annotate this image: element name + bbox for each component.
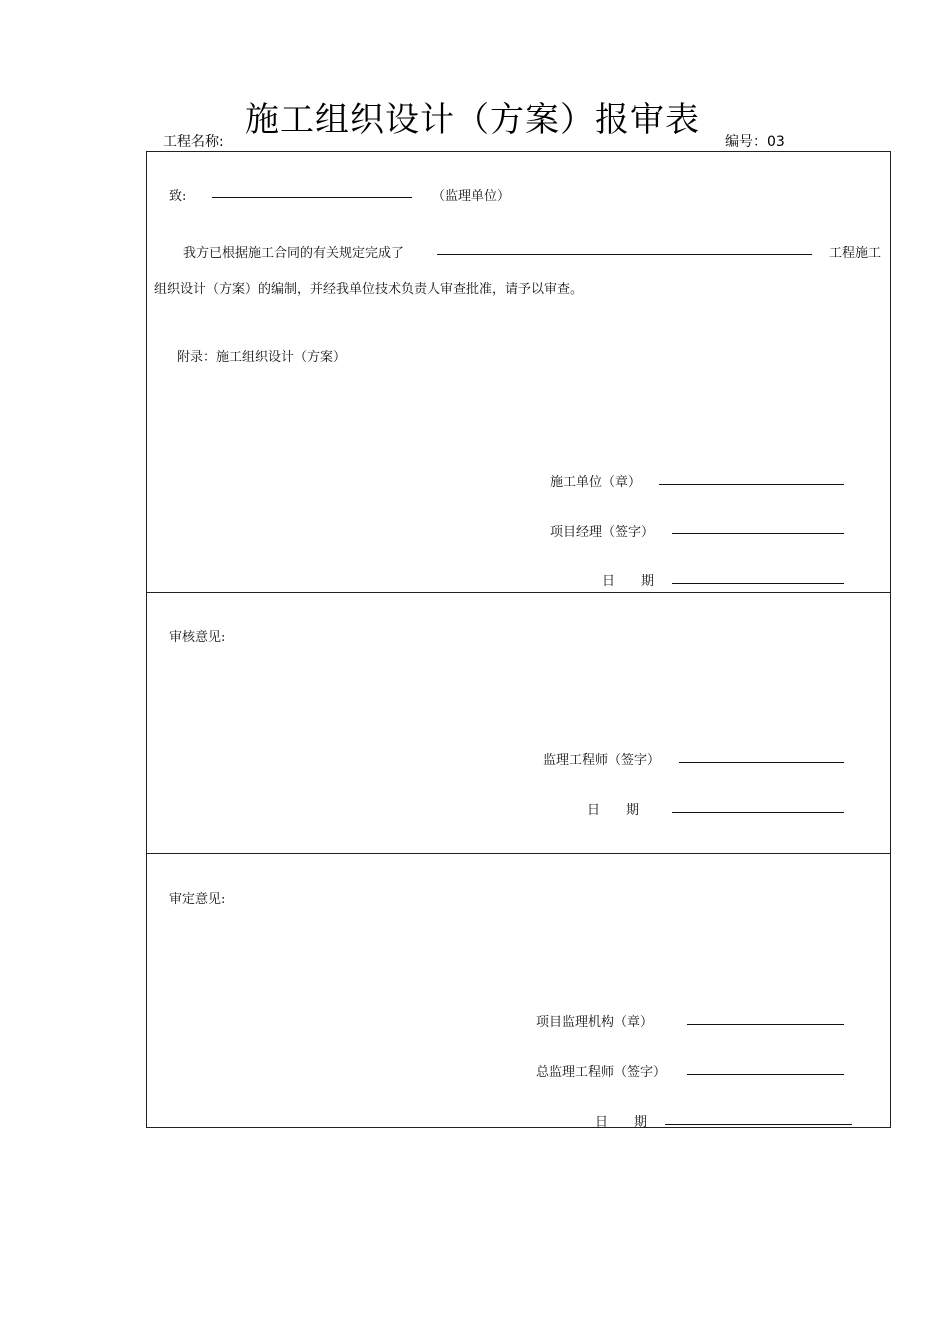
review-section	[147, 593, 890, 854]
project-manager-label: 项目经理（签字）	[550, 525, 655, 540]
body-text-line2: 组织设计（方案）的编制，并经我单位技术负责人审查批准，请予以审查。	[154, 282, 584, 297]
agency-seal-label: 项目监理机构（章）	[536, 1015, 654, 1030]
form-title: 施工组织设计（方案）报审表	[245, 100, 700, 140]
form-number: 编号：03	[725, 134, 785, 150]
approval-opinion-title: 审定意见:	[169, 892, 226, 907]
agency-seal-blank[interactable]	[687, 1024, 844, 1025]
chief-engineer-signature-blank[interactable]	[687, 1074, 844, 1075]
review-opinion-title: 审核意见:	[169, 630, 226, 645]
approval-date-blank[interactable]	[665, 1124, 852, 1125]
contractor-seal-label: 施工单位（章）	[550, 475, 642, 490]
approval-date-label: 日 期	[595, 1115, 648, 1130]
engineer-signature-blank[interactable]	[679, 762, 844, 763]
approval-form-table	[146, 151, 891, 1128]
body-text-line1-end: 工程施工	[829, 246, 882, 261]
approval-section	[147, 854, 890, 1129]
review-date-blank[interactable]	[672, 812, 844, 813]
supervisor-unit-blank[interactable]	[212, 197, 412, 198]
body-text-line1: 我方已根据施工合同的有关规定完成了	[183, 246, 405, 261]
engineer-signature-label: 监理工程师（签字）	[543, 753, 661, 768]
date-blank[interactable]	[672, 583, 844, 584]
supervisor-unit-label: （监理单位）	[432, 189, 511, 204]
submission-section	[147, 152, 890, 593]
contractor-seal-blank[interactable]	[659, 484, 844, 485]
chief-engineer-signature-label: 总监理工程师（签字）	[536, 1065, 667, 1080]
attachment-label: 附录：施工组织设计（方案）	[177, 350, 347, 365]
project-manager-signature-blank[interactable]	[672, 533, 844, 534]
review-date-label: 日 期	[587, 803, 640, 818]
project-name-label: 工程名称:	[163, 134, 224, 150]
date-label: 日 期	[602, 574, 655, 589]
project-name-blank[interactable]	[437, 254, 812, 255]
to-label: 致:	[169, 189, 187, 204]
